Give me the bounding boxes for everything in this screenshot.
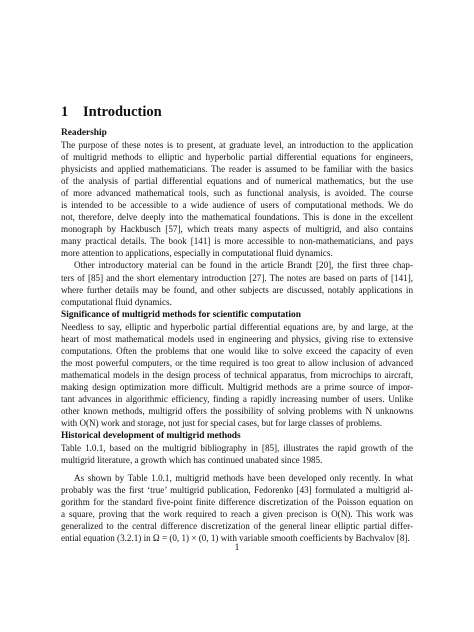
paragraph	[61, 139, 413, 259]
subsection-heading: Historical development of multigrid methods	[61, 431, 241, 441]
text-line: many practical details. The book [141] is more accessible to non-mathematicians, and pays	[61, 236, 413, 247]
text-line: computations. Often the problems that one would like to solve exceed the capacity of even	[61, 346, 413, 357]
text-line: with O(N) work and storage, not just for special cases, but for large classes of problems.	[61, 418, 383, 429]
text-line: Table 1.0.1, based on the multigrid bibliography in [85], illustrates the rapid growth of the	[61, 443, 413, 453]
paragraph	[61, 259, 413, 307]
text-line: ential equation (3.2.1) in Ω = (0, 1) × (0, 1) with variable smooth coefficients by Bachvalov [8].	[61, 533, 410, 544]
subsection-heading: Significance of multigrid methods for scientific computation	[61, 310, 301, 320]
text-line: making design optimization more difficult. Multigrid methods are a prime source of impor-	[61, 382, 413, 393]
text-line: is intended to be accessible to a wide audience of users of computational methods. We do	[61, 200, 413, 211]
subsection-readership	[61, 127, 413, 308]
text-line: physicists and applied mathematicians. The reader is assumed to be familiar with the basics	[61, 164, 413, 175]
subsection-history	[61, 430, 413, 544]
text-line: a square, proving that the work required to reach a given precison is O(N). This work was	[61, 509, 413, 520]
section-number: 1	[61, 104, 69, 120]
text-line: monograph by Hackbusch [57], which treats many aspects of multigrid, and also contains	[61, 224, 413, 235]
text-line: gorithm for the standard five-point finite difference discretization of the Poisson equation on	[61, 497, 413, 508]
paragraph	[61, 321, 413, 429]
paragraph	[61, 472, 413, 544]
subsection-significance	[61, 309, 413, 429]
text-line: of multigrid methods to elliptic and hyperbolic partial differential equations for engineers,	[61, 152, 413, 163]
text-line: of more advanced mathematical tools, such as functional analysis, is avoided. The course	[61, 188, 413, 199]
text-line: multigrid literature, a growth which has continued unabated since 1985.	[61, 455, 323, 466]
text-line: generalized to the central difference discretization of the general linear elliptic partial differ-	[61, 521, 413, 532]
text-line: probably was the first ‘true’ multigrid publication, Fedorenko [43] formulated a multigrid al-	[61, 485, 413, 496]
text-line: more attention to applications, especially in computational fluid dynamics.	[61, 248, 333, 259]
text-line: heart of most mathematical models used in engineering and physics, giving rise to extensive	[61, 334, 413, 345]
text-line: As shown by Table 1.0.1, multigrid methods have been developed only recently. In what	[74, 473, 413, 484]
text-line: The purpose of these notes is to present, at graduate level, an introduction to the application	[61, 140, 413, 150]
text-line: Other introductory material can be found in the article Brandt [20], the first three chap-	[74, 260, 413, 271]
text-line: Needless to say, elliptic and hyperbolic partial differential equations are, by and large, at the	[61, 322, 413, 332]
section-title	[61, 104, 162, 121]
text-line: computational fluid dynamics.	[61, 296, 172, 307]
text-line: tant advances in algorithmic efficiency, finding a rapidly increasing number of users. Unlike	[61, 394, 413, 405]
text-line: other known methods, multigrid offers the possibility of solving problems with N unknowns	[61, 406, 413, 417]
text-line: the most powerful computers, or the time required is too great to allow inclusion of advanced	[61, 358, 413, 369]
page-number: 1	[234, 543, 240, 553]
text-line: mathematical models in the design process of technical apparatus, from microchips to aircraft,	[61, 370, 413, 381]
text-line: of the analysis of partial differential equations and of numerical mathematics, but the use	[61, 176, 413, 187]
text-line: ters of [85] and the short elementary introduction [27]. The notes are based on parts of [141],	[61, 272, 413, 283]
paragraph	[61, 442, 413, 466]
text-line: where further details may be found, and other subjects are discussed, notably applications in	[61, 284, 413, 295]
section-title-text: Introduction	[83, 104, 162, 120]
subsection-heading: Readership	[61, 128, 107, 138]
text-line: not, therefore, delve deeply into the mathematical foundations. This is done in the excellent	[61, 212, 413, 223]
